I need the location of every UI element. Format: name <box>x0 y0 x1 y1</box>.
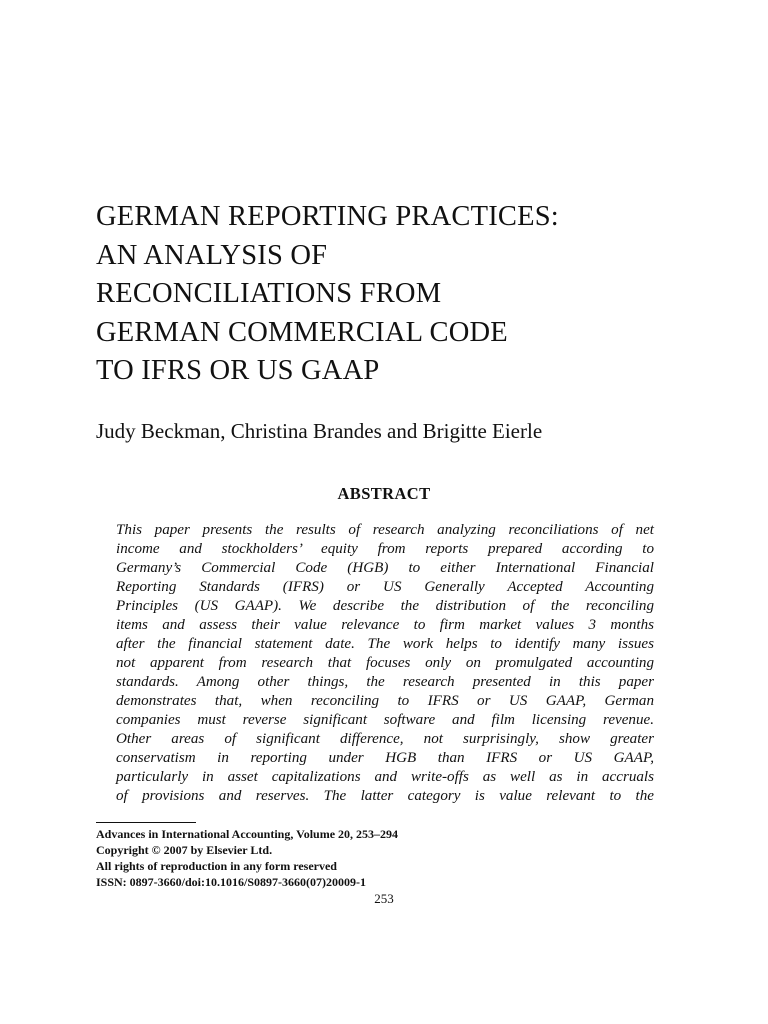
abstract-heading: ABSTRACT <box>337 484 431 503</box>
title-line: AN ANALYSIS OF <box>96 239 328 271</box>
copyright-notice: Copyright © 2007 by Elsevier Ltd. <box>96 843 273 857</box>
abstract-line: not apparent from research that focuses only on promulgated accounting <box>116 655 654 671</box>
abstract-text <box>116 521 654 806</box>
abstract-line: after the financial statement date. The work helps to identify many issues <box>116 636 654 652</box>
abstract-line: standards. Among other things, the research presented in this paper <box>116 674 654 690</box>
abstract-line: income and stockholders’ equity from reports prepared according to <box>116 541 654 557</box>
publication-footnote <box>96 826 398 890</box>
abstract-line: conservatism in reporting under HGB than IFRS or US GAAP, <box>116 750 654 766</box>
rights-notice: All rights of reproduction in any form reserved <box>96 859 337 873</box>
abstract-line: items and assess their value relevance to firm market values 3 months <box>116 617 654 633</box>
issn-doi: ISSN: 0897-3660/doi:10.1016/S0897-3660(07)20009-1 <box>96 875 367 889</box>
journal-citation: Advances in International Accounting, Volume 20, 253–294 <box>96 827 399 841</box>
abstract-line: of provisions and reserves. The latter category is value relevant to the <box>116 788 654 804</box>
abstract-line: Principles (US GAAP). We describe the distribution of the reconciling <box>116 598 654 614</box>
author-list: Judy Beckman, Christina Brandes and Brigitte Eierle <box>96 419 543 443</box>
abstract-line: demonstrates that, when reconciling to IFRS or US GAAP, German <box>116 693 654 709</box>
page-number: 253 <box>374 891 394 906</box>
abstract-line: Germany’s Commercial Code (HGB) to either International Financial <box>116 560 654 576</box>
footnote-divider <box>96 822 196 823</box>
abstract-line: Reporting Standards (IFRS) or US Generally Accepted Accounting <box>116 579 654 595</box>
abstract-line: This paper presents the results of research analyzing reconciliations of net <box>116 522 654 538</box>
title-line: GERMAN COMMERCIAL CODE <box>96 316 508 348</box>
title-line: RECONCILIATIONS FROM <box>96 278 442 309</box>
title-line: GERMAN REPORTING PRACTICES: <box>96 201 559 232</box>
abstract-line: particularly in asset capitalizations and write-offs as well as in accruals <box>116 769 654 785</box>
abstract-line: Other areas of significant difference, not surprisingly, show greater <box>116 731 654 747</box>
title-line: TO IFRS OR US GAAP <box>96 355 380 386</box>
abstract-line: companies must reverse significant software and film licensing revenue. <box>116 712 654 728</box>
paper-title <box>96 198 716 391</box>
